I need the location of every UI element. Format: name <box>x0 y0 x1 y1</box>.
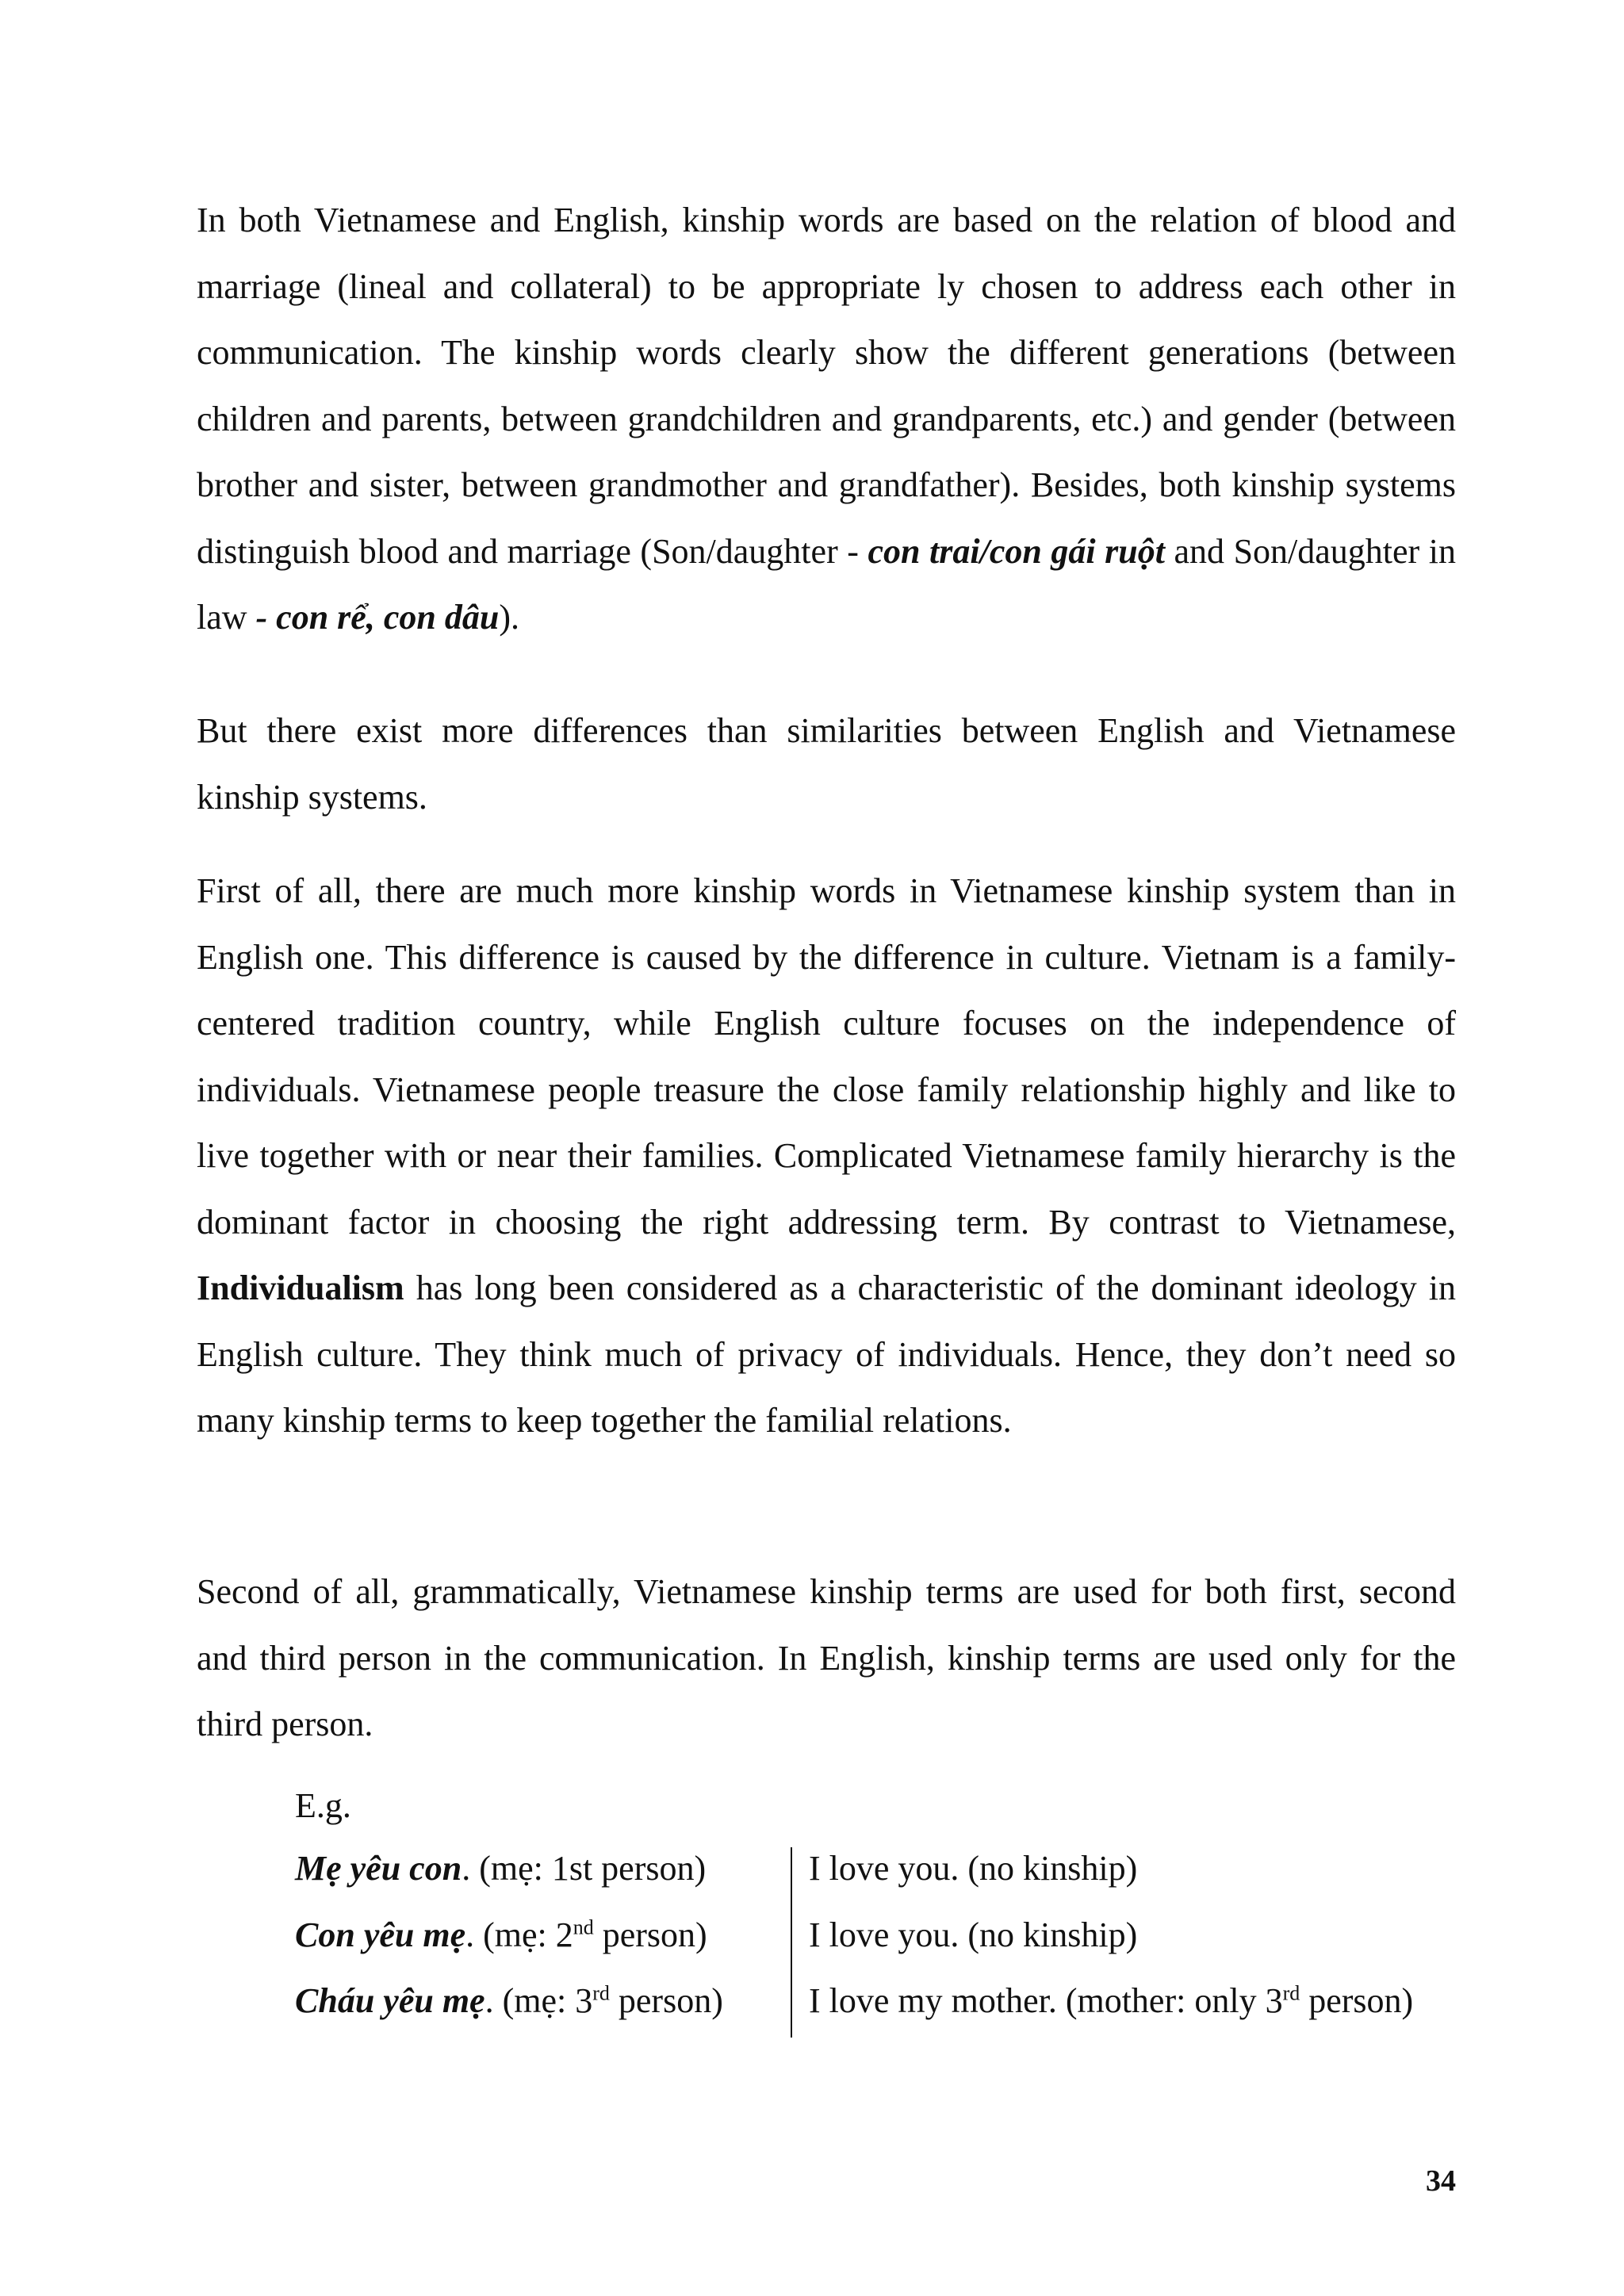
paragraph-text: First of all, there are much more kinship words in Vietnamese kinship system than in English one. This difference is caused by the difference in culture. Vietnam is a family-centered tradition country, while English culture focuses on the independence of individuals. Vietnamese people treasure the close family relationship highly and like to live together with or near their families. Complicated Vietnamese family hierarchy is the dominant factor in choosing the right addressing term. By contrast to Vietnamese, <box>197 871 1456 1242</box>
vietnamese-example <box>295 1835 706 1902</box>
vietnamese-sentence: Cháu yêu mẹ <box>295 1981 485 2020</box>
paragraph-text: ). <box>499 598 519 637</box>
paragraph-second-difference: Second of all, grammatically, Vietnamese kinship terms are used for both first, second and third person in the communication. In English, kinship terms are used only for the third person. <box>197 1572 1456 1743</box>
paragraph-differences-intro: But there exist more differences than similarities between English and Vietnamese kinship systems. <box>197 711 1456 817</box>
vietnamese-note: person) <box>609 1981 723 2020</box>
paragraph-text: has long been considered as a characteristic of the dominant ideology in English culture. They think much of privacy of individuals. Hence, they don’t need so many kinship terms to keep together the familial relations. <box>197 1269 1456 1440</box>
ordinal-suffix: rd <box>592 1981 610 2005</box>
page-number: 34 <box>1426 2164 1456 2198</box>
vietnamese-sentence: Con yêu mẹ <box>295 1915 466 1954</box>
paragraph-text: and Son/daughter in law <box>197 531 1456 637</box>
paragraph-first-difference <box>197 858 1456 1454</box>
vietnamese-note: . (mẹ: 2 <box>465 1915 573 1954</box>
paragraph-text: In both Vietnamese and English, kinship words are based on the relation of blood and marriage (lineal and collateral) to be appropriate ly chosen to address each other in communication. The kinship words clearly show the different generations (between children and parents, between grandchildren and grandparents, etc.) and gender (between brother and sister, between grandmother and grandfather). Besides, both kinship systems distinguish blood and marriage (Son/daughter - <box>197 201 1456 571</box>
example-column-divider <box>791 1847 792 2038</box>
vietnamese-sentence: Mẹ yêu con <box>295 1849 462 1888</box>
vietnamese-term-blood-children: con trai/con gái ruột <box>868 531 1165 571</box>
ordinal-suffix: nd <box>573 1915 594 1938</box>
vietnamese-example <box>295 1968 723 2034</box>
vietnamese-note: person) <box>593 1915 707 1954</box>
bold-term-individualism: Individualism <box>197 1269 404 1307</box>
english-text: I love my mother. (mother: only 3 <box>809 1981 1283 2020</box>
vietnamese-note: . (mẹ: 1st person) <box>462 1849 707 1888</box>
english-example: I love you. (no kinship) <box>809 1849 1138 1888</box>
vietnamese-note: . (mẹ: 3 <box>485 1981 593 2020</box>
english-example: I love you. (no kinship) <box>809 1915 1138 1954</box>
vietnamese-term-in-law: - con rể, con dâu <box>255 598 500 637</box>
paragraph-kinship-similarities <box>197 187 1456 651</box>
english-text: person) <box>1300 1981 1414 2020</box>
english-example <box>809 1968 1413 2034</box>
vietnamese-example <box>295 1902 707 1969</box>
ordinal-suffix: rd <box>1282 1981 1300 2005</box>
example-label: E.g. <box>295 1786 351 1825</box>
